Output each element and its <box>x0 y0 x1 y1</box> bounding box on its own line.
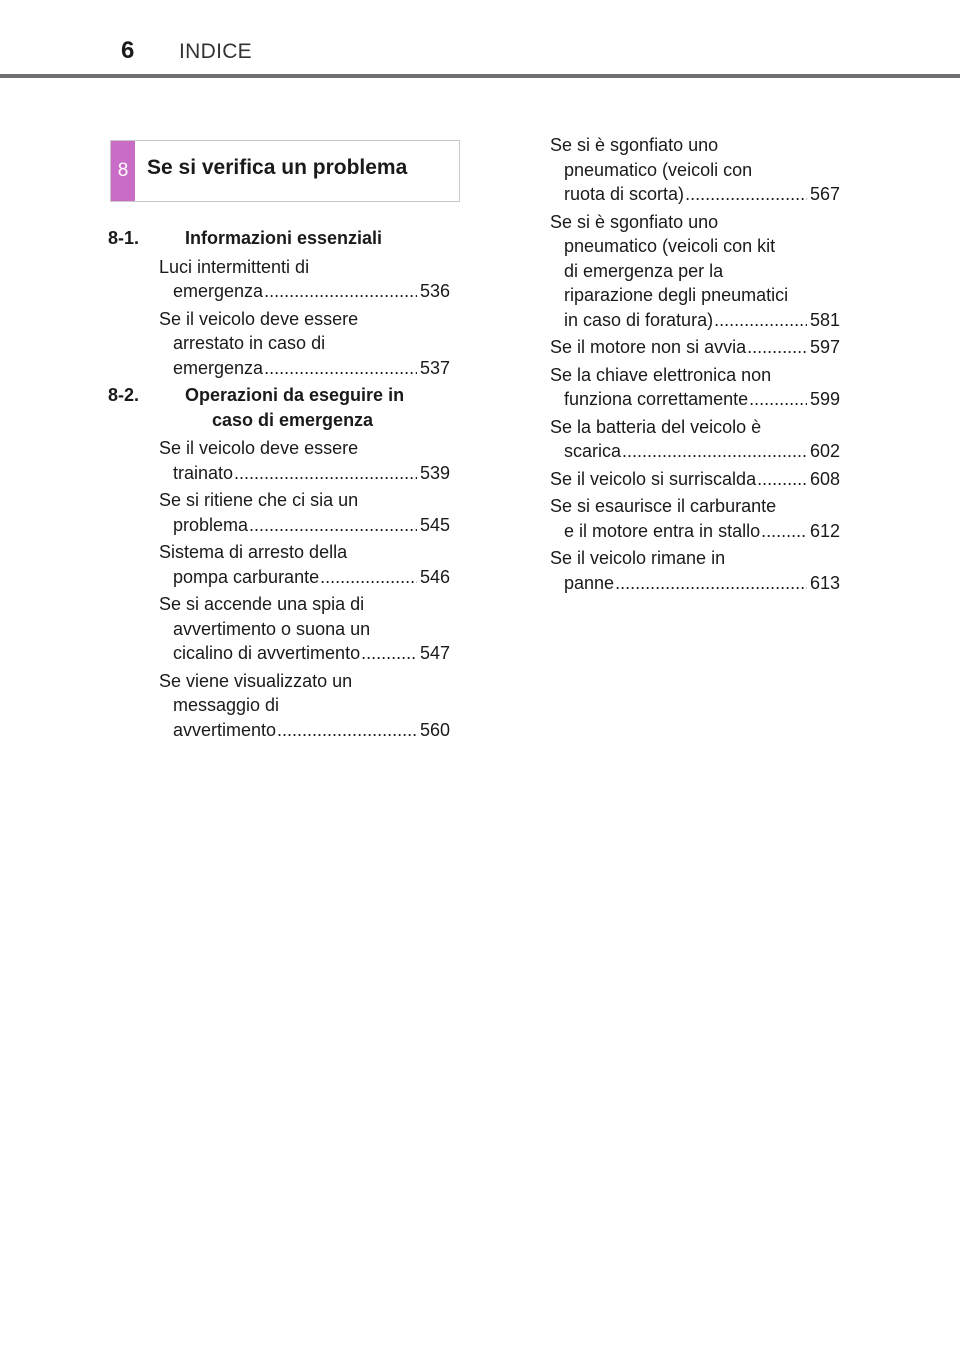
section-title: Operazioni da eseguire in caso di emergenza <box>108 383 450 432</box>
toc-entry[interactable] <box>108 255 450 304</box>
dot-leader <box>264 356 417 381</box>
dot-leader <box>714 308 807 333</box>
toc-page-number: 581 <box>809 309 840 330</box>
chapter-heading <box>110 140 460 202</box>
toc-entry-text: problema <box>173 514 249 535</box>
toc-page-number: 537 <box>419 357 450 378</box>
toc-page-number: 545 <box>419 514 450 535</box>
section-number: 8-2. <box>108 385 140 405</box>
toc-entry-last-line <box>550 467 840 492</box>
toc-entry-line: Se viene visualizzato un <box>159 670 353 691</box>
toc-entry-line: Se si esaurisce il carburante <box>550 496 777 516</box>
toc-entry-text: Se il veicolo si surriscalda <box>550 468 757 489</box>
toc-entry[interactable] <box>108 436 450 485</box>
toc-entry-line: Se il veicolo deve essere <box>159 438 359 458</box>
toc-page-number: 602 <box>809 441 840 461</box>
toc-entry-text: pompa carburante <box>173 566 320 587</box>
toc-entry-last-line <box>550 308 840 333</box>
section-number: 8-1. <box>108 228 140 248</box>
toc-entry[interactable] <box>108 592 450 666</box>
toc-entry[interactable] <box>550 210 840 333</box>
toc-page-number: 613 <box>809 572 840 593</box>
toc-page-number: 560 <box>419 719 450 740</box>
toc-entry-text: panne <box>564 572 615 593</box>
section-title-line: caso di emergenza <box>212 409 374 430</box>
toc-entry-last-line <box>159 356 450 381</box>
toc-entry-last-line <box>159 461 450 486</box>
toc-entry-line: Se la batteria del veicolo è <box>550 416 762 437</box>
dot-leader <box>622 439 807 464</box>
toc-page-number: 608 <box>809 468 840 489</box>
header-title: INDICE <box>179 40 252 63</box>
dot-leader <box>249 513 417 538</box>
dot-leader <box>234 461 417 486</box>
toc-entry-text: emergenza <box>173 357 264 378</box>
chapter-number-tab: 8 <box>111 141 135 201</box>
toc-entry-line: Se il veicolo rimane in <box>550 548 726 568</box>
dot-leader <box>361 641 417 666</box>
toc-entry-line: Sistema di arresto della <box>159 542 348 562</box>
dot-leader <box>685 182 807 207</box>
toc-page-number: 597 <box>809 337 840 357</box>
toc-entry-text: in caso di foratura) <box>564 309 714 330</box>
toc-page-number: 567 <box>809 184 840 204</box>
dot-leader <box>277 718 417 743</box>
toc-page-number: 536 <box>419 281 450 301</box>
toc-page-number: 539 <box>419 462 450 483</box>
toc-entry-line: riparazione degli pneumatici <box>564 285 789 305</box>
dot-leader <box>757 467 807 492</box>
toc-left-column <box>108 226 450 745</box>
toc-entry-last-line <box>159 718 450 743</box>
toc-entry[interactable] <box>108 669 450 743</box>
toc-entry[interactable] <box>108 540 450 589</box>
toc-page-number: 547 <box>419 643 450 663</box>
toc-entry[interactable] <box>550 546 840 595</box>
toc-entry-line: pneumatico (veicoli con kit <box>564 236 776 256</box>
toc-entry[interactable] <box>550 415 840 464</box>
dot-leader <box>761 519 807 544</box>
toc-entry-text: Se il motore non si avvia <box>550 337 747 357</box>
toc-section-heading[interactable] <box>108 383 450 432</box>
toc-entry-last-line <box>550 571 840 596</box>
toc-entry-line: Se si ritiene che ci sia un <box>159 490 359 510</box>
toc-entry-text: cicalino di avvertimento <box>173 643 361 663</box>
toc-entry-line: messaggio di <box>173 695 280 715</box>
toc-entry-text: ruota di scorta) <box>564 184 685 204</box>
toc-entry-last-line <box>550 335 840 360</box>
toc-entry-last-line <box>159 565 450 590</box>
toc-page-number: 612 <box>809 520 840 541</box>
toc-entry-line: Luci intermittenti di <box>159 256 310 277</box>
toc-entry-last-line <box>550 387 840 412</box>
toc-entry-last-line <box>159 513 450 538</box>
toc-entry-text: avvertimento <box>173 719 277 740</box>
toc-page-number: 546 <box>419 566 450 587</box>
toc-entry-line: Se la chiave elettronica non <box>550 364 772 385</box>
toc-entry-line: Se si accende una spia di <box>159 594 365 614</box>
toc-entry-line: avvertimento o suona un <box>173 618 371 639</box>
dot-leader <box>264 279 417 304</box>
toc-entry[interactable] <box>108 488 450 537</box>
toc-entry-line: pneumatico (veicoli con <box>564 159 753 180</box>
toc-page-number: 599 <box>809 389 840 409</box>
page-header <box>0 0 960 80</box>
toc-entry-line: di emergenza per la <box>564 260 724 281</box>
page-number: 6 <box>121 37 135 64</box>
toc-entry-last-line <box>550 182 840 207</box>
dot-leader <box>320 565 417 590</box>
toc-entry-last-line <box>550 519 840 544</box>
toc-entry-text: trainato <box>173 462 234 483</box>
section-title: Informazioni essenziali <box>185 228 383 248</box>
chapter-title: Se si verifica un problema <box>147 156 408 179</box>
toc-entry[interactable] <box>550 133 840 207</box>
toc-entry-text: e il motore entra in stallo <box>564 520 761 541</box>
toc-entry[interactable] <box>550 494 840 543</box>
toc-entry-text: emergenza <box>173 281 264 301</box>
toc-right-column <box>550 133 840 598</box>
toc-entry-last-line <box>550 439 840 464</box>
dot-leader <box>615 571 807 596</box>
toc-entry-text: funziona correttamente <box>564 389 749 409</box>
toc-entry-last-line <box>159 641 450 666</box>
toc-entry-text: scarica <box>564 441 622 461</box>
toc-entry[interactable] <box>108 307 450 381</box>
toc-entry[interactable] <box>550 363 840 412</box>
toc-entry[interactable] <box>550 467 840 492</box>
toc-section-heading[interactable] <box>108 226 450 251</box>
toc-entry-line: arrestato in caso di <box>173 333 326 353</box>
toc-entry[interactable] <box>550 335 840 360</box>
dot-leader <box>749 387 807 412</box>
header-rule <box>0 74 960 78</box>
toc-entry-last-line <box>159 279 450 304</box>
toc-entry-line: Se si è sgonfiato uno <box>550 211 719 232</box>
toc-entry-line: Se si è sgonfiato uno <box>550 135 719 155</box>
toc-entry-line: Se il veicolo deve essere <box>159 308 359 329</box>
dot-leader <box>747 335 807 360</box>
